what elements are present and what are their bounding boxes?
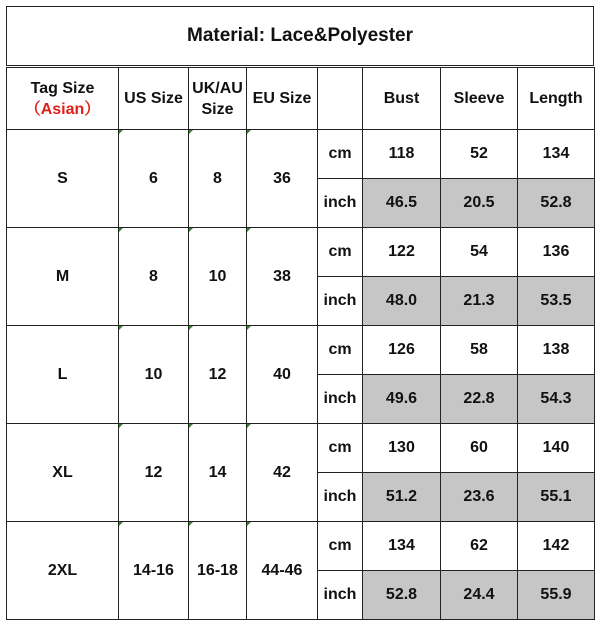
ukau-label: UK/AU [192, 79, 243, 97]
header-eu-size: EU Size [247, 68, 318, 130]
cm-length-cell: 138 [518, 326, 595, 375]
us-size-cell: 14-16 [119, 522, 189, 620]
table-row [7, 522, 595, 571]
table-row [7, 130, 595, 179]
cm-unit-cell: cm [318, 326, 363, 375]
inch-bust-cell: 52.8 [363, 571, 441, 620]
cm-unit-cell: cm [318, 228, 363, 277]
asian-note: （Asian） [24, 100, 101, 118]
tag-size-cell: S [7, 130, 119, 228]
header-row [7, 68, 595, 130]
inch-unit-cell: inch [318, 277, 363, 326]
us-size-cell: 12 [119, 424, 189, 522]
header-sleeve: Sleeve [441, 68, 518, 130]
tag-size-label: Tag Size [30, 79, 95, 97]
ukau-size-cell: 16-18 [189, 522, 247, 620]
inch-length-cell: 54.3 [518, 375, 595, 424]
eu-size-cell: 40 [247, 326, 318, 424]
cm-unit-cell: cm [318, 130, 363, 179]
header-ukau-size [189, 68, 247, 130]
inch-bust-cell: 46.5 [363, 179, 441, 228]
cm-bust-cell: 122 [363, 228, 441, 277]
cm-sleeve-cell: 58 [441, 326, 518, 375]
ukau-size-label: Size [201, 100, 234, 118]
cm-sleeve-cell: 54 [441, 228, 518, 277]
tag-size-cell: XL [7, 424, 119, 522]
inch-sleeve-cell: 21.3 [441, 277, 518, 326]
eu-size-cell: 36 [247, 130, 318, 228]
inch-length-cell: 55.1 [518, 473, 595, 522]
cm-sleeve-cell: 60 [441, 424, 518, 473]
cm-length-cell: 136 [518, 228, 595, 277]
ukau-size-cell: 14 [189, 424, 247, 522]
tag-size-cell: 2XL [7, 522, 119, 620]
eu-size-cell: 42 [247, 424, 318, 522]
tag-size-cell: M [7, 228, 119, 326]
ukau-size-cell: 12 [189, 326, 247, 424]
us-size-cell: 8 [119, 228, 189, 326]
table-title: Material: Lace&Polyester [6, 6, 594, 66]
ukau-size-cell: 10 [189, 228, 247, 326]
cm-bust-cell: 126 [363, 326, 441, 375]
cm-length-cell: 142 [518, 522, 595, 571]
eu-size-cell: 44-46 [247, 522, 318, 620]
inch-bust-cell: 51.2 [363, 473, 441, 522]
inch-bust-cell: 49.6 [363, 375, 441, 424]
inch-unit-cell: inch [318, 375, 363, 424]
inch-bust-cell: 48.0 [363, 277, 441, 326]
tag-size-cell: L [7, 326, 119, 424]
inch-unit-cell: inch [318, 179, 363, 228]
header-unit [318, 68, 363, 130]
inch-length-cell: 55.9 [518, 571, 595, 620]
inch-sleeve-cell: 24.4 [441, 571, 518, 620]
header-length: Length [518, 68, 595, 130]
cm-length-cell: 134 [518, 130, 595, 179]
cm-sleeve-cell: 52 [441, 130, 518, 179]
cm-bust-cell: 134 [363, 522, 441, 571]
cm-unit-cell: cm [318, 424, 363, 473]
inch-length-cell: 52.8 [518, 179, 595, 228]
inch-unit-cell: inch [318, 473, 363, 522]
inch-sleeve-cell: 22.8 [441, 375, 518, 424]
inch-sleeve-cell: 23.6 [441, 473, 518, 522]
us-size-cell: 6 [119, 130, 189, 228]
cm-sleeve-cell: 62 [441, 522, 518, 571]
header-bust: Bust [363, 68, 441, 130]
table-row [7, 424, 595, 473]
eu-size-cell: 38 [247, 228, 318, 326]
inch-sleeve-cell: 20.5 [441, 179, 518, 228]
header-tag-size [7, 68, 119, 130]
inch-length-cell: 53.5 [518, 277, 595, 326]
header-us-size: US Size [119, 68, 189, 130]
table-row [7, 326, 595, 375]
cm-length-cell: 140 [518, 424, 595, 473]
cm-bust-cell: 130 [363, 424, 441, 473]
us-size-cell: 10 [119, 326, 189, 424]
cm-bust-cell: 118 [363, 130, 441, 179]
table-row [7, 228, 595, 277]
cm-unit-cell: cm [318, 522, 363, 571]
size-chart-table [6, 67, 595, 620]
inch-unit-cell: inch [318, 571, 363, 620]
ukau-size-cell: 8 [189, 130, 247, 228]
